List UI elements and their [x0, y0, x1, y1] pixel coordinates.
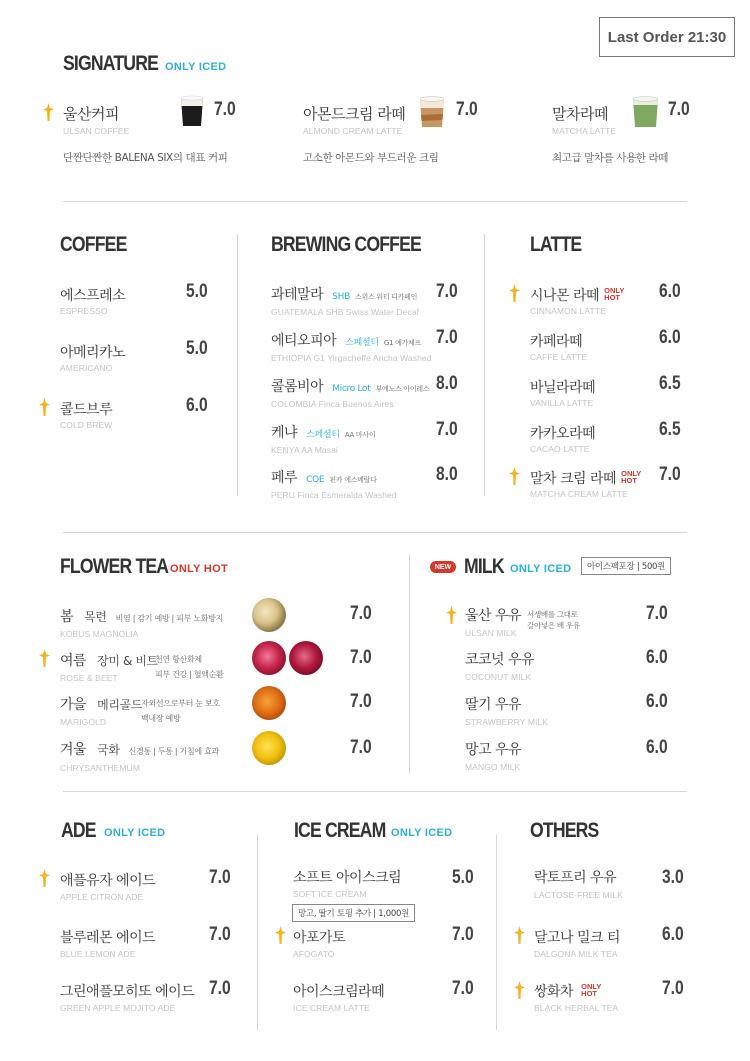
new-badge: [430, 561, 456, 573]
matcha-cup-icon: [632, 95, 659, 129]
item-en: MARIGOLD: [60, 717, 107, 727]
item-price: 8.0: [436, 464, 458, 485]
only-label: ONLY: [621, 469, 642, 478]
item-en: CINNAMON LATTE: [530, 306, 606, 316]
item-en: COLD BREW: [60, 420, 113, 430]
item-desc: 고소한 아몬드와 부드러운 크림: [303, 152, 439, 164]
item-en: BLUE LEMON ADE: [60, 949, 136, 959]
item-grade: 스페셜티: [345, 338, 379, 348]
item-name: 말차 크림 라떼: [530, 471, 617, 487]
item-en: ALMOND CREAM LATTE: [303, 126, 403, 136]
flower-benefit: 백내장 예방: [141, 714, 181, 723]
star-icon: [509, 467, 520, 485]
item-price: 7.0: [646, 603, 668, 624]
divider: [63, 201, 687, 202]
item-en: BLACK HERBAL TEA: [534, 1003, 619, 1013]
star-icon: [509, 284, 520, 302]
item-en: MANGO MILK: [465, 762, 521, 772]
item-name: 시나몬 라떼: [530, 288, 600, 304]
signature-title: SIGNATURE: [63, 52, 159, 75]
brew-row: [271, 376, 429, 396]
divider: [484, 234, 485, 496]
item-price: 7.0: [668, 99, 690, 120]
others-title: OTHERS: [530, 819, 599, 842]
flower-benefit: 피부 건강 | 혈액순환: [155, 670, 224, 679]
flower-name: 장미 & 비트: [97, 654, 158, 668]
season-label: 겨울: [60, 742, 87, 758]
item-en: MATCHA LATTE: [552, 126, 617, 136]
star-icon: [275, 926, 286, 944]
item-en: STRAWBERRY MILK: [465, 717, 549, 727]
item-en: KOBUS MAGNOLIA: [60, 629, 139, 639]
item-en: ICE CREAM LATTE: [293, 1003, 370, 1013]
item-price: 6.0: [659, 281, 681, 302]
item-en: KENYA AA Masai: [271, 445, 338, 455]
item-name: 울산 우유: [465, 608, 522, 624]
icecream-tag: ONLY ICED: [391, 827, 453, 839]
item-en: CHRYSANTHEMUM: [60, 763, 141, 773]
item-price: 7.0: [436, 419, 458, 440]
new-badge-label: NEW: [434, 563, 452, 571]
item-price: 7.0: [659, 464, 681, 485]
item-price: 8.0: [436, 373, 458, 394]
flower-tag: ONLY HOT: [170, 563, 229, 575]
item-name: 소프트 아이스크림: [293, 870, 402, 886]
item-name: 아메리카노: [60, 345, 126, 361]
item-en: MATCHA CREAM LATTE: [530, 489, 628, 499]
others-row: [534, 981, 601, 1001]
item-name: 과테말라: [271, 287, 324, 303]
item-name: 망고 우유: [465, 742, 522, 758]
rose-image: [252, 641, 286, 675]
flower-name: 메리골드: [97, 698, 142, 712]
ade-title: ADE: [61, 819, 96, 842]
divider: [63, 532, 687, 533]
beet-image: [289, 641, 323, 675]
item-price: 6.0: [186, 395, 208, 416]
item-name: 달고나 밀크 티: [534, 930, 621, 946]
item-name: 에스프레소: [60, 288, 126, 304]
item-price: 5.0: [186, 281, 208, 302]
item-name: 애플유자 에이드: [60, 873, 156, 889]
coffee-cup-icon: [180, 95, 204, 128]
only-hot-tag: [581, 983, 601, 997]
only-hot-tag: [604, 287, 624, 301]
item-price: 6.0: [646, 737, 668, 758]
flower-row: [60, 739, 219, 759]
item-price: 7.0: [350, 691, 372, 712]
item-name: 페루: [271, 470, 298, 486]
item-note: AA 마사이: [344, 431, 376, 439]
item-price: 7.0: [209, 978, 231, 999]
item-en: DALGONA MILK TEA: [534, 949, 618, 959]
item-name: 그린애플모히또 에이드: [60, 984, 195, 1000]
item-name: 콜드브루: [60, 402, 113, 418]
item-price: 6.0: [646, 647, 668, 668]
star-icon: [514, 981, 525, 999]
item-name: 락토프리 우유: [534, 870, 617, 886]
icecream-title: ICE CREAM: [294, 819, 386, 842]
item-en: LACTOSE-FREE MILK: [534, 890, 623, 900]
item-en: GUATEMALA SHB Swiss Water Decaf: [271, 307, 420, 317]
item-en: COLOMBIA Finca Buenos Aires: [271, 399, 394, 409]
item-price: 7.0: [436, 327, 458, 348]
item-price: 3.0: [662, 867, 684, 888]
item-name: 아포가토: [293, 930, 346, 946]
hot-label: HOT: [604, 293, 621, 302]
item-grade: COE: [306, 475, 325, 485]
brew-row: [271, 284, 417, 304]
item-price: 7.0: [452, 924, 474, 945]
topping-note: 망고, 딸기 토핑 추가 | 1,000원: [292, 904, 415, 922]
item-price: 5.0: [186, 338, 208, 359]
item-price: 7.0: [350, 737, 372, 758]
item-name: 울산커피: [63, 105, 119, 123]
item-note: 핀카 에스메랄다: [329, 476, 377, 484]
flower-benefit: 자외선으로부터 눈 보호: [141, 699, 220, 708]
item-name: 콜롬비아: [271, 379, 324, 395]
item-en: CAFFE LATTE: [530, 352, 588, 362]
milk-title: MILK: [464, 555, 504, 578]
item-grade: Micro Lot: [332, 384, 371, 394]
ulsan-milk-note: 갈아넣은 배 우유: [527, 621, 580, 630]
item-price: 6.5: [659, 373, 681, 394]
item-name: 딸기 우유: [465, 697, 522, 713]
only-label: ONLY: [581, 982, 602, 991]
item-name: 에티오피아: [271, 333, 337, 349]
item-en: ESPRESSO: [60, 306, 108, 316]
star-icon: [446, 606, 457, 624]
item-name: 쌍화차: [534, 984, 574, 1000]
last-order-box: [599, 17, 735, 57]
milk-tag: ONLY ICED: [510, 563, 572, 575]
item-name: 카카오라떼: [530, 426, 596, 442]
brew-row: [271, 330, 421, 350]
marigold-image: [252, 686, 286, 720]
brew-row: [271, 422, 375, 442]
item-price: 7.0: [214, 99, 236, 120]
magnolia-image: [252, 598, 286, 632]
item-en: AFOGATO: [293, 949, 335, 959]
item-price: 6.0: [646, 691, 668, 712]
divider: [496, 835, 497, 1030]
divider: [63, 791, 687, 792]
flower-row: [60, 606, 223, 626]
item-en: ROSE & BEET: [60, 673, 118, 683]
item-note: G1 예가체프: [383, 339, 421, 347]
item-price: 5.0: [452, 867, 474, 888]
star-icon: [39, 649, 50, 667]
item-en: ULSAN COFFEE: [63, 126, 130, 136]
item-price: 6.0: [659, 327, 681, 348]
divider: [409, 555, 410, 773]
flower-benefit: 천연 항산화제: [155, 655, 202, 664]
item-desc: 최고급 말차를 사용한 라떼: [552, 152, 668, 164]
item-note: 스위스 워터 디카페인: [355, 293, 418, 301]
item-en: COCONUT MILK: [465, 672, 532, 682]
item-price: 7.0: [452, 978, 474, 999]
item-en: ULSAN MILK: [465, 628, 517, 638]
item-name: 바닐라라떼: [530, 380, 596, 396]
flower-name: 국화: [97, 743, 120, 757]
hot-label: HOT: [581, 989, 598, 998]
item-price: 7.0: [209, 924, 231, 945]
flower-benefit: 비염 | 감기 예방 | 피부 노화방지: [115, 614, 223, 623]
item-name: 아몬드크림 라떼: [303, 105, 406, 123]
only-hot-tag: [621, 470, 641, 484]
flower-row: [60, 694, 142, 714]
item-price: 6.5: [659, 419, 681, 440]
chrysanthemum-image: [252, 731, 286, 765]
season-label: 여름: [60, 653, 87, 669]
coffee-title: COFFEE: [60, 233, 127, 256]
flower-benefit: 신경통 | 두통 | 기침에 효과: [128, 747, 219, 756]
hot-label: HOT: [621, 476, 637, 485]
item-name: 코코넛 우유: [465, 652, 535, 668]
only-label: ONLY: [604, 286, 625, 295]
star-icon: [39, 398, 50, 416]
ade-tag: ONLY ICED: [104, 827, 166, 839]
item-name: 말차라떼: [552, 105, 608, 123]
star-icon: [514, 926, 525, 944]
item-price: 6.0: [662, 924, 684, 945]
item-name: 아이스크림라떼: [293, 984, 385, 1000]
item-price: 7.0: [350, 647, 372, 668]
last-order-text: Last Order 21:30: [607, 28, 727, 46]
item-price: 7.0: [209, 867, 231, 888]
item-note: 부에노스 아이레스: [375, 385, 430, 393]
season-label: 가을: [60, 697, 87, 713]
divider: [237, 234, 238, 496]
item-en: VANILLA LATTE: [530, 398, 594, 408]
almond-latte-cup-icon: [419, 95, 445, 129]
item-name: 카페라떼: [530, 334, 583, 350]
ulsan-milk-note: 서생배를 그대로: [527, 610, 578, 619]
signature-tag: ONLY ICED: [165, 61, 227, 73]
item-price: 7.0: [456, 99, 478, 120]
item-en: GREEN APPLE MOJITO ADE: [60, 1003, 176, 1013]
item-desc: 단짠단짠한 BALENA SIX의 대표 커피: [63, 152, 228, 164]
brewing-title: BREWING COFFEE: [271, 233, 421, 256]
brew-row: [271, 467, 377, 487]
item-grade: 스페셜티: [306, 430, 340, 440]
item-price: 7.0: [662, 978, 684, 999]
item-en: CACAO LATTE: [530, 444, 590, 454]
item-en: SOFT ICE CREAM: [293, 889, 367, 899]
divider: [257, 835, 258, 1030]
item-name: 블루레몬 에이드: [60, 930, 156, 946]
item-price: 7.0: [350, 603, 372, 624]
latte-row: [530, 285, 624, 305]
flower-title: FLOWER TEA: [60, 555, 169, 578]
item-grade: SHB: [332, 292, 350, 302]
item-en: PERU Finca Esmeralda Washed: [271, 490, 397, 500]
flower-row: [60, 650, 158, 670]
latte-row: [530, 468, 641, 488]
ice-pack-note: 아이스팩포장 | 500원: [581, 557, 671, 575]
item-en: ETHIOPIA G1 Yirgacheffe Aricha Washed: [271, 353, 432, 363]
latte-title: LATTE: [530, 233, 582, 256]
season-label: 봄: [60, 609, 74, 625]
item-en: APPLE CITRON ADE: [60, 892, 144, 902]
star-icon: [43, 103, 54, 121]
item-price: 7.0: [436, 281, 458, 302]
item-en: AMERICANO: [60, 363, 113, 373]
flower-name: 목련: [84, 610, 107, 624]
item-name: 케냐: [271, 425, 298, 441]
star-icon: [39, 869, 50, 887]
